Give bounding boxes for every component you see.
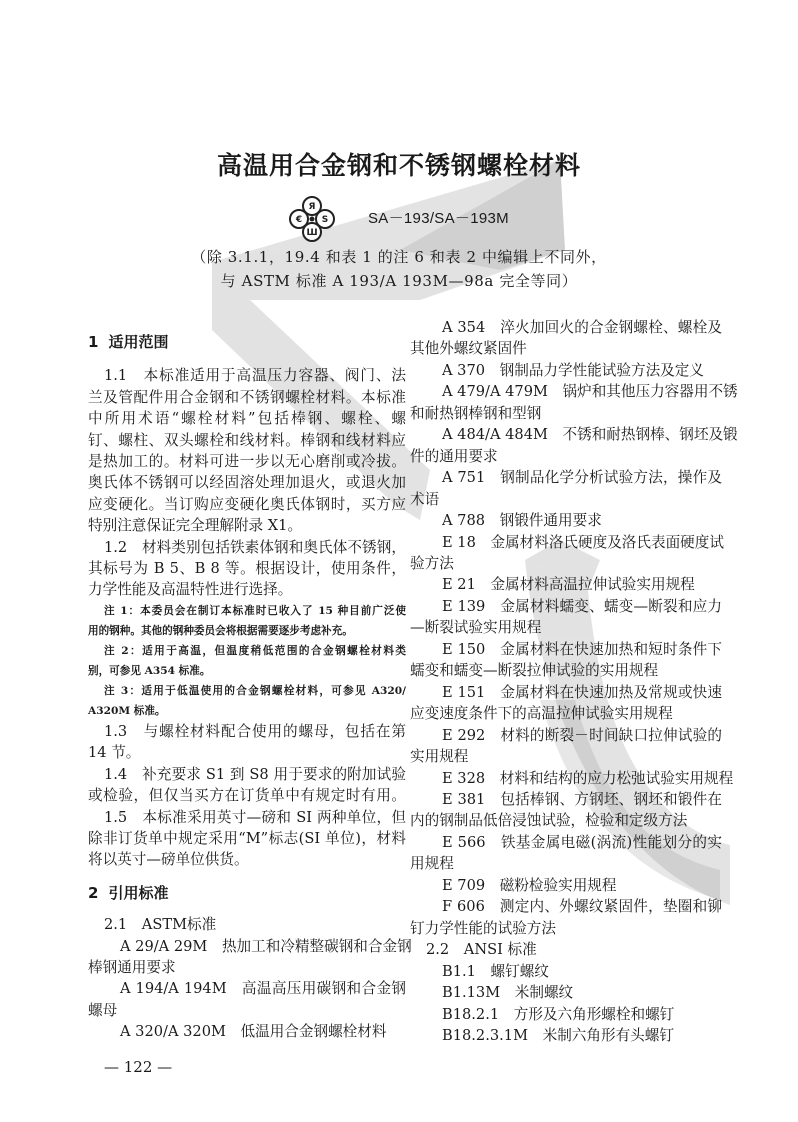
svg-text:S: S xyxy=(321,215,329,225)
left-column xyxy=(88,332,412,1043)
reference-item: A 751 钢制品化学分析试验方法，操作及 术语 xyxy=(410,469,722,508)
ansi-item: B18.2.3.1M 米制六角形有头螺钉 xyxy=(442,1026,674,1044)
ansi-item: B1.1 螺钉螺纹 xyxy=(442,962,549,980)
paragraph-1-2: 1.2 材料类别包括铁素体钢和奥氏体不锈钢， 其标号为 B 5、B 8 等。根据设计，使用条件， 力学性能及高温特性进行选择。 xyxy=(88,538,406,599)
reference-item: E 18 金属材料洛氏硬度及洛氏表面硬度试 验方法 xyxy=(410,533,724,572)
reference-item: E 150 金属材料在快速加热和短时条件下 蠕变和蠕变—断裂拉伸试验的实用规程 xyxy=(410,640,722,680)
reference-item: E 151 金属材料在快速加热及常规或快速 应变速度条件下的高温拉伸试验实用规程 xyxy=(410,683,722,723)
reference-item: F 606 测定内、外螺纹紧固件，垫圈和铆 钉力学性能的试验方法 xyxy=(410,898,722,937)
reference-item: A 320/A 320M 低温用合金钢螺栓材料 xyxy=(120,1023,387,1041)
paragraph-1-3: 1.3 与螺栓材料配合使用的螺母，包括在第 14 节。 xyxy=(88,722,406,762)
subsection-2-1: 2.1 ASTM标准 xyxy=(104,916,217,934)
section-heading-2: 2 引用标准 xyxy=(88,883,169,902)
clover-logo-icon xyxy=(288,195,336,243)
svg-text:€: € xyxy=(295,215,303,225)
paragraph-1-1: 1.1 本标准适用于高温压力容器、阀门、法 兰及管配件用合金钢和不锈钢螺栓材料。本标准 中所用术语“螺栓材料”包括棒钢、螺栓、螺 钉、螺柱、双头螺栓和线材料。棒钢和线材料应 是热加工的。材料可进一步以无心磨削或冷拔。 奥氏体不锈钢可以经固溶处理加退火，或退火加 应变硬化。当订购应变硬化奥氏体钢时，买方应 特别注意保证完全理解附录 X1。 xyxy=(88,367,406,535)
note-2: 注 2：适用于高温，但温度稍低范围的合金钢螺栓材料类 xyxy=(104,644,406,657)
ansi-item: B1.13M 米制螺纹 xyxy=(442,984,574,1002)
reference-item: A 484/A 484M 不锈和耐热钢棒、钢坯及锻 件的通用要求 xyxy=(410,426,738,465)
reference-item: A 479/A 479M 锅炉和其他压力容器用不锈 和耐热钢棒钢和型钢 xyxy=(410,383,738,422)
reference-item: A 194/A 194M 高温高压用碳钢和合金钢 螺母 xyxy=(88,980,406,1019)
reference-item: E 21 金属材料高温拉伸试验实用规程 xyxy=(442,576,695,594)
reference-item: A 29/A 29M 热加工和冷精整碳钢和合金钢 棒钢通用要求 xyxy=(88,937,412,976)
reference-item: E 566 铁基金属电磁(涡流)性能划分的实 用规程 xyxy=(410,833,722,873)
subtitle-line: （除 3.1.1，19.4 和表 1 的注 6 和表 2 中编辑上不同外， xyxy=(191,248,607,266)
svg-text:Я: Я xyxy=(308,202,316,212)
note-1: 注 1：本委员会在制订本标准时已收入了 15 种目前广泛使 xyxy=(104,604,406,617)
paragraph-1-4: 1.4 补充要求 S1 到 S8 用于要求的附加试验 或检验，但仅当买方在订货单中有规定时有用。 xyxy=(88,765,406,805)
ansi-item: B18.2.1 方形及六角形螺栓和螺钉 xyxy=(442,1005,675,1023)
note-3: 注 3：适用于低温使用的合金钢螺栓材料，可参见 A320/ xyxy=(104,684,406,697)
subtitle-line: 与 ASTM 标准 A 193/A 193M—98a 完全等同） xyxy=(220,272,578,290)
standard-code: SA－193/SA－193M xyxy=(368,210,509,227)
reference-item: E 381 包括棒钢、方钢坯、钢坯和锻件在 内的钢制品低倍浸蚀试验，检验和定级方法 xyxy=(410,790,722,830)
reference-item: A 354 淬火加回火的合金钢螺栓、螺栓及 其他外螺纹紧固件 xyxy=(410,319,722,358)
paragraph-1-5: 1.5 本标准采用英寸—磅和 SI 两种单位，但 除非订货单中规定采用“M”标志(SI 单位)，材料 将以英寸—磅单位供货。 xyxy=(88,808,406,869)
reference-item: E 292 材料的断裂－时间缺口拉伸试验的 实用规程 xyxy=(410,726,722,766)
reference-item: E 328 材料和结构的应力松弛试验实用规程 xyxy=(442,769,734,787)
reference-item: A 370 钢制品力学性能试验方法及定义 xyxy=(442,361,704,379)
page-number: — 122 — xyxy=(104,1058,173,1076)
reference-item: E 709 磁粉检验实用规程 xyxy=(442,876,617,894)
document-title: 高温用合金钢和不锈钢螺栓材料 xyxy=(216,151,581,180)
right-column xyxy=(410,317,738,1046)
reference-item: E 139 金属材料蠕变、蠕变—断裂和应力 —断裂试验实用规程 xyxy=(410,597,722,637)
reference-item: A 788 钢锻件通用要求 xyxy=(442,512,602,530)
notes: 注 1：本委员会在制订本标准时已收入了 15 种目前广泛使 用的钢种。其他的钢种委员会将根据需要逐步考虑补充。 注 2：适用于高温，但温度稍低范围的合金钢螺栓材料类 别，可参见 A354 标准。 注 3：适用于低温使用的合金钢螺栓材料，可参见 A320/ A320M 标准。 xyxy=(88,601,406,721)
section-heading-1: 1 适用范围 xyxy=(88,333,169,351)
subsection-2-2: 2.2 ANSI 标准 xyxy=(426,941,537,959)
svg-text:Ш: Ш xyxy=(306,228,318,238)
